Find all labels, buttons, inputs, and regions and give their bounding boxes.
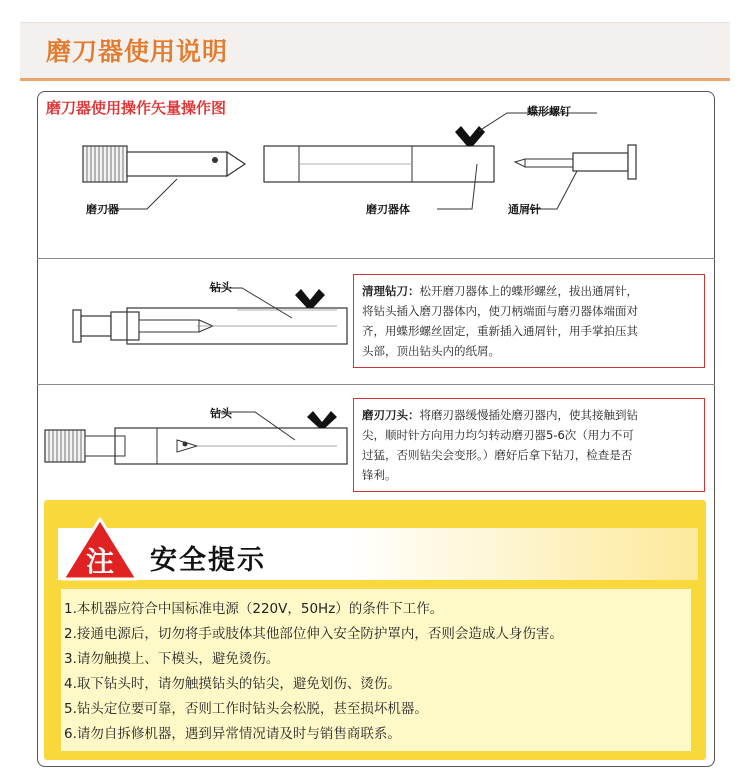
safety-item: 5.钻头定位要可靠，否则工作时钻头会松脱，甚至损坏机器。 [64,701,428,717]
safety-item: 6.请勿自拆修机器，遇到异常情况请及时与销售商联系。 [64,726,401,742]
warning-triangle-icon [60,516,140,582]
safety-item: 4.取下钻头时，请勿触摸钻头的钻尖，避免划伤、烫伤。 [64,676,401,692]
cleaning-note-line: 将钻头插入磨刀器体内，使刀柄端面与磨刃器体端面对 [362,304,638,318]
label-body: 磨刃器体 [366,203,410,216]
sharpening-note-line: 锋利。 [362,468,397,482]
label-drill-1: 钻头 [210,281,232,294]
diagram-panel-title: 磨刀器使用操作矢量操作图 [46,99,227,117]
safety-title: 安全提示 [150,545,266,576]
panel-divider [37,384,715,385]
label-sharpener: 磨刃器 [86,203,119,216]
safety-item: 3.请勿触摸上、下模头，避免烫伤。 [64,651,280,667]
cleaning-note-line: 头部，顶出钻头内的纸屑。 [362,344,500,358]
parts-diagram [37,91,715,261]
cleaning-note [353,274,705,368]
cleaning-note-head: 清理钻刀： [362,284,420,298]
cleaning-note-line: 齐，用蝶形螺丝固定，重新插入通屑针，用手掌拍压其 [362,324,638,338]
sharpening-note [353,398,705,492]
warning-badge-text: 注 [85,545,115,578]
sharpener-illustration [83,146,245,182]
header-accent-line [20,78,730,82]
sharpening-diagram [37,388,357,488]
label-wing-screw: 蝶形螺钉 [527,105,571,118]
sharpening-note-head: 磨刃刀头： [362,408,420,422]
cleaning-note-line: 松开磨刀器体上的蝶形螺丝，拔出通屑针， [419,284,638,298]
sharpening-note-line: 尖，顺时针方向用力均匀转动磨刃器5-6次（用力不可 [362,428,634,442]
safety-item: 2.接通电源后，切勿将手或肢体其他部位伸入安全防护罩内，否则会造成人身伤害。 [64,626,563,642]
label-drill-2: 钻头 [210,407,232,420]
label-pin: 通屑针 [508,203,541,216]
sharpening-note-line: 过猛，否则钻尖会变形。）磨好后拿下钻刀，检查是否 [362,448,633,462]
panel-divider [37,258,715,259]
safety-item: 1.本机器应符合中国标准电源（220V，50Hz）的条件下工作。 [64,601,444,617]
cleaning-diagram [37,262,357,382]
sharpening-note-line: 将磨刃器缓慢插处磨刃器内，使其接触到钻 [419,408,638,422]
body-tube-illustration [264,126,494,182]
page-title: 磨刀器使用说明 [46,37,229,66]
